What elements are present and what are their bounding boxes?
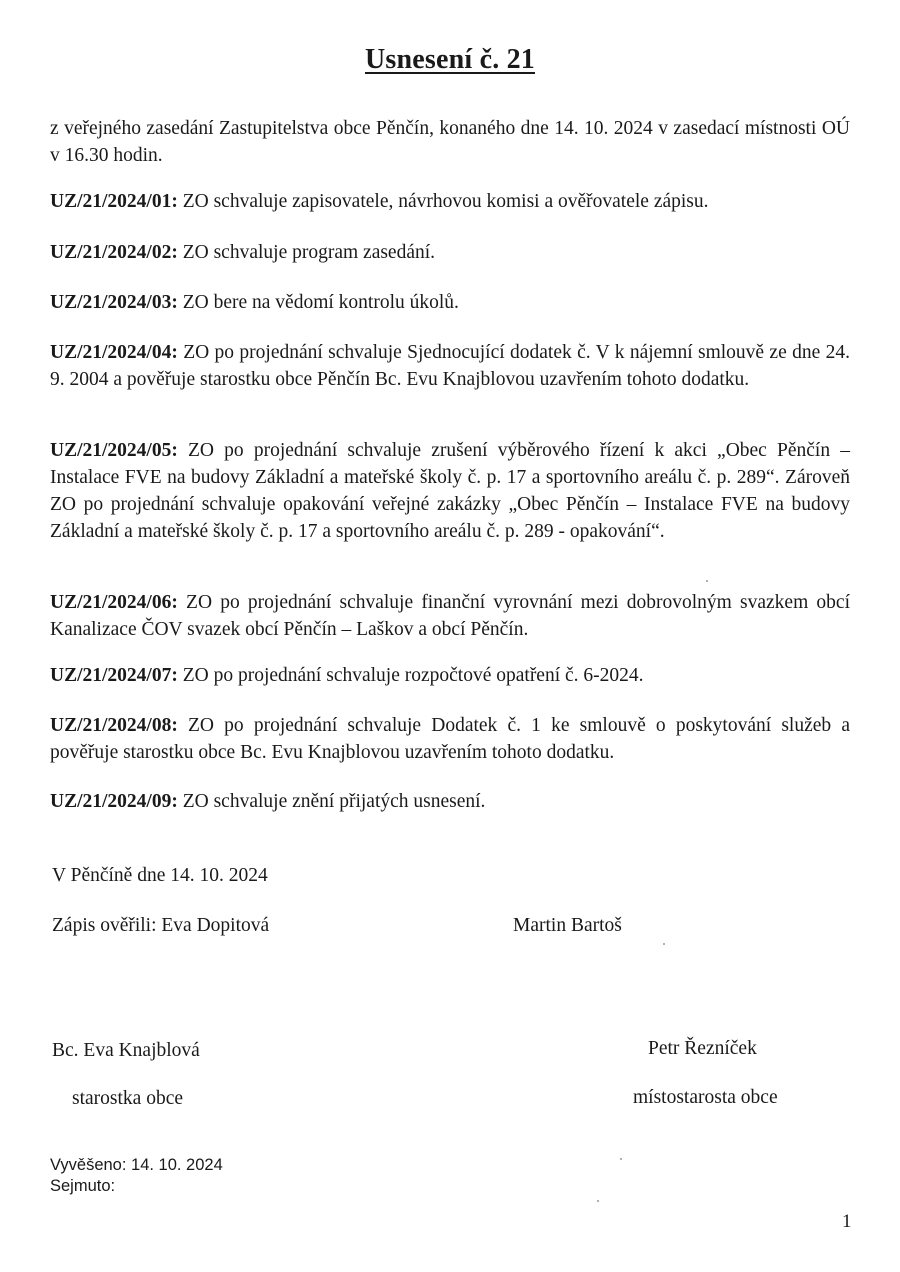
- resolution-03: [50, 289, 850, 316]
- minutes-verified-by: Zápis ověřili: Eva Dopitová: [52, 915, 270, 936]
- removed-date: Sejmuto:: [50, 1177, 116, 1195]
- intro-paragraph: z veřejného zasedání Zastupitelstva obce Pěnčín, konaného dne 14. 10. 2024 v zasedací místnosti OÚ v 16.30 hodin.: [50, 118, 850, 166]
- resolution-06: [50, 589, 850, 643]
- resolution-05: [50, 437, 850, 545]
- resolution-text: ZO schvaluje program zasedání.: [177, 242, 436, 263]
- resolution-02: [50, 239, 850, 266]
- mayor-name: Bc. Eva Knajblová: [52, 1040, 200, 1061]
- place-and-date: V Pěnčíně dne 14. 10. 2024: [52, 865, 268, 886]
- scan-speck: [597, 1200, 599, 1202]
- resolution-text: ZO bere na vědomí kontrolu úkolů.: [177, 292, 459, 313]
- resolution-id: UZ/21/2024/03:: [50, 292, 178, 313]
- scan-speck: [663, 943, 665, 945]
- resolution-09: [50, 788, 850, 815]
- resolution-text: ZO po projednání schvaluje finanční vyrovnání mezi dobrovolným svazkem obcí Kanalizace ČOV svazek obcí Pěnčín – Laškov a obcí Pěnčín.: [50, 592, 850, 640]
- resolution-07: [50, 662, 850, 689]
- deputy-mayor-role: místostarosta obce: [633, 1087, 778, 1108]
- resolution-id: UZ/21/2024/08:: [50, 715, 178, 736]
- resolution-id: UZ/21/2024/01:: [50, 191, 178, 212]
- mayor-role: starostka obce: [72, 1088, 184, 1109]
- resolution-text: ZO po projednání schvaluje Dodatek č. 1 ke smlouvě o poskytování služeb a pověřuje starostku obce Bc. Evu Knajblovou uzavřením tohoto dodatku.: [50, 715, 850, 763]
- resolution-text: ZO po projednání schvaluje zrušení výběrového řízení k akci „Obec Pěnčín – Instalace FVE na budovy Základní a mateřské školy č. p. 17 a sportovního areálu č. p. 289“. Zároveň ZO po projednání schvaluje opakování veřejné zakázky „Obec Pěnčín – Instalace FVE na budovy Základní a mateřské školy č. p. 17 a sportovního areálu č. p. 289 - opakování“.: [50, 440, 850, 542]
- posted-date: Vyvěšeno: 14. 10. 2024: [50, 1156, 223, 1174]
- page-number: 1: [842, 1211, 852, 1232]
- scan-speck: [620, 1158, 622, 1160]
- resolution-04: [50, 339, 850, 393]
- resolution-01: [50, 188, 850, 215]
- resolution-text: ZO po projednání schvaluje Sjednocující dodatek č. V k nájemní smlouvě ze dne 24. 9. 2004 a pověřuje starostku obce Pěnčín Bc. Evu Knajblovou uzavřením tohoto dodatku.: [50, 342, 850, 390]
- resolution-id: UZ/21/2024/02:: [50, 242, 178, 263]
- resolution-id: UZ/21/2024/09:: [50, 791, 178, 812]
- resolution-id: UZ/21/2024/05:: [50, 440, 178, 461]
- deputy-mayor-name: Petr Řezníček: [648, 1038, 757, 1059]
- resolution-text: ZO po projednání schvaluje rozpočtové opatření č. 6-2024.: [177, 665, 644, 686]
- resolution-08: [50, 712, 850, 766]
- resolution-id: UZ/21/2024/04:: [50, 342, 178, 363]
- resolution-id: UZ/21/2024/06:: [50, 592, 178, 613]
- resolution-text: ZO schvaluje znění přijatých usnesení.: [177, 791, 486, 812]
- resolution-text: ZO schvaluje zapisovatele, návrhovou komisi a ověřovatele zápisu.: [177, 191, 709, 212]
- resolution-id: UZ/21/2024/07:: [50, 665, 178, 686]
- scan-speck: [706, 580, 708, 582]
- second-verifier: Martin Bartoš: [513, 915, 622, 936]
- document-title: Usnesení č. 21: [364, 44, 536, 75]
